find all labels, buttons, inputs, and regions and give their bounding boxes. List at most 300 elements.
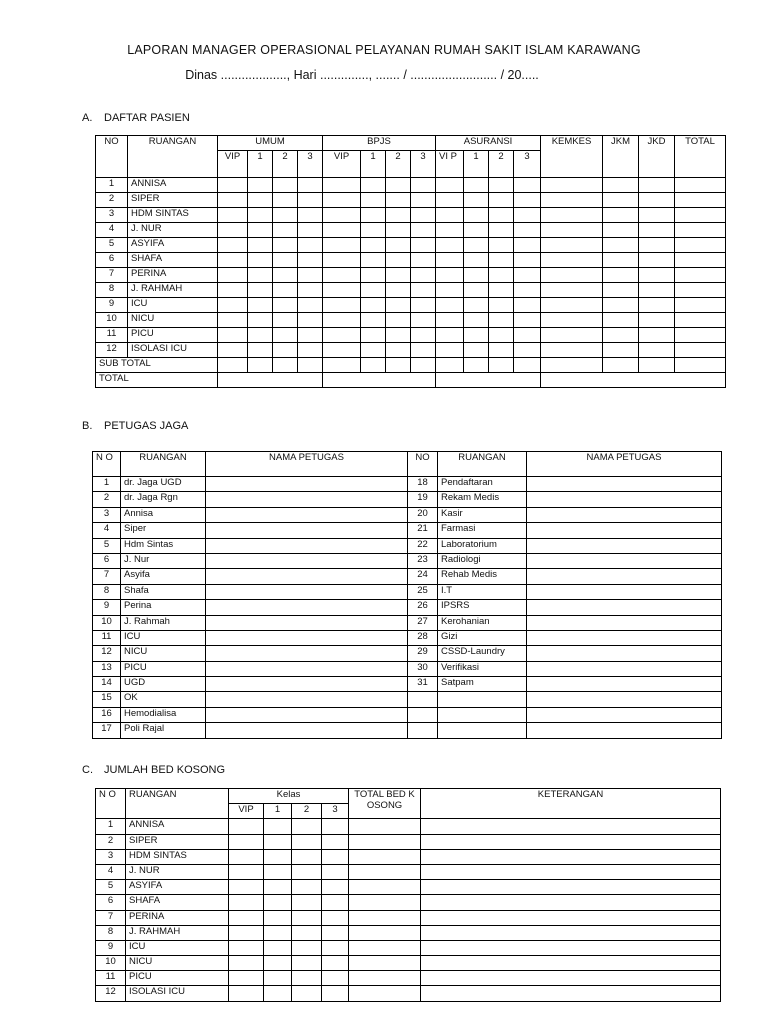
entry-cell[interactable] <box>386 328 411 343</box>
remarks-cell[interactable] <box>421 880 721 895</box>
entry-cell[interactable] <box>361 268 386 283</box>
entry-cell[interactable] <box>489 343 514 358</box>
entry-cell[interactable] <box>218 283 248 298</box>
entry-cell[interactable] <box>218 328 248 343</box>
entry-cell[interactable] <box>361 313 386 328</box>
entry-cell[interactable] <box>603 268 639 283</box>
bed-count-cell[interactable] <box>322 910 349 925</box>
staff-name-field[interactable] <box>206 646 408 661</box>
remarks-cell[interactable] <box>421 834 721 849</box>
entry-cell[interactable] <box>218 298 248 313</box>
bed-count-cell[interactable] <box>322 895 349 910</box>
entry-cell[interactable] <box>603 283 639 298</box>
entry-cell[interactable] <box>386 193 411 208</box>
entry-cell[interactable] <box>273 178 298 193</box>
bed-count-cell[interactable] <box>292 834 322 849</box>
entry-cell[interactable] <box>489 193 514 208</box>
entry-cell[interactable] <box>361 208 386 223</box>
entry-cell[interactable] <box>298 283 323 298</box>
bed-count-cell[interactable] <box>292 895 322 910</box>
bed-count-cell[interactable] <box>264 880 292 895</box>
entry-cell[interactable] <box>218 373 323 388</box>
remarks-cell[interactable] <box>421 864 721 879</box>
entry-cell[interactable] <box>218 223 248 238</box>
entry-cell[interactable] <box>541 268 603 283</box>
entry-cell[interactable] <box>541 178 603 193</box>
entry-cell[interactable] <box>603 223 639 238</box>
entry-cell[interactable] <box>436 178 464 193</box>
entry-cell[interactable] <box>489 208 514 223</box>
entry-cell[interactable] <box>298 178 323 193</box>
bed-count-cell[interactable] <box>292 864 322 879</box>
staff-name-field[interactable] <box>527 646 722 661</box>
staff-name-field[interactable] <box>206 677 408 692</box>
entry-cell[interactable] <box>273 223 298 238</box>
total-bed-cell[interactable] <box>349 819 421 834</box>
entry-cell[interactable] <box>489 358 514 373</box>
entry-cell[interactable] <box>411 358 436 373</box>
remarks-cell[interactable] <box>421 986 721 1001</box>
entry-cell[interactable] <box>411 268 436 283</box>
remarks-cell[interactable] <box>421 956 721 971</box>
entry-cell[interactable] <box>248 208 273 223</box>
entry-cell[interactable] <box>639 268 675 283</box>
entry-cell[interactable] <box>514 343 541 358</box>
entry-cell[interactable] <box>248 358 273 373</box>
bed-count-cell[interactable] <box>229 819 264 834</box>
bed-count-cell[interactable] <box>264 940 292 955</box>
entry-cell[interactable] <box>514 223 541 238</box>
entry-cell[interactable] <box>298 313 323 328</box>
bed-count-cell[interactable] <box>264 849 292 864</box>
entry-cell[interactable] <box>541 208 603 223</box>
entry-cell[interactable] <box>464 208 489 223</box>
remarks-cell[interactable] <box>421 925 721 940</box>
entry-cell[interactable] <box>514 208 541 223</box>
bed-count-cell[interactable] <box>322 925 349 940</box>
bed-count-cell[interactable] <box>322 971 349 986</box>
entry-cell[interactable] <box>464 343 489 358</box>
entry-cell[interactable] <box>273 328 298 343</box>
entry-cell[interactable] <box>464 238 489 253</box>
entry-cell[interactable] <box>436 328 464 343</box>
entry-cell[interactable] <box>603 238 639 253</box>
entry-cell[interactable] <box>675 343 726 358</box>
staff-name-field[interactable] <box>206 723 408 738</box>
total-bed-cell[interactable] <box>349 956 421 971</box>
entry-cell[interactable] <box>273 268 298 283</box>
bed-count-cell[interactable] <box>229 849 264 864</box>
bed-count-cell[interactable] <box>229 910 264 925</box>
entry-cell[interactable] <box>541 373 726 388</box>
staff-name-field[interactable] <box>527 553 722 568</box>
entry-cell[interactable] <box>489 328 514 343</box>
entry-cell[interactable] <box>386 178 411 193</box>
bed-count-cell[interactable] <box>229 895 264 910</box>
bed-count-cell[interactable] <box>292 925 322 940</box>
entry-cell[interactable] <box>298 238 323 253</box>
entry-cell[interactable] <box>323 268 361 283</box>
bed-count-cell[interactable] <box>322 956 349 971</box>
entry-cell[interactable] <box>603 358 639 373</box>
entry-cell[interactable] <box>675 208 726 223</box>
staff-name-field[interactable] <box>527 584 722 599</box>
entry-cell[interactable] <box>639 223 675 238</box>
entry-cell[interactable] <box>273 358 298 373</box>
entry-cell[interactable] <box>436 268 464 283</box>
bed-count-cell[interactable] <box>264 895 292 910</box>
entry-cell[interactable] <box>489 283 514 298</box>
entry-cell[interactable] <box>489 178 514 193</box>
entry-cell[interactable] <box>464 253 489 268</box>
bed-count-cell[interactable] <box>292 880 322 895</box>
entry-cell[interactable] <box>639 343 675 358</box>
entry-cell[interactable] <box>464 298 489 313</box>
remarks-cell[interactable] <box>421 940 721 955</box>
entry-cell[interactable] <box>323 358 361 373</box>
entry-cell[interactable] <box>675 238 726 253</box>
staff-name-field[interactable] <box>527 477 722 492</box>
entry-cell[interactable] <box>514 193 541 208</box>
entry-cell[interactable] <box>386 268 411 283</box>
entry-cell[interactable] <box>411 223 436 238</box>
entry-cell[interactable] <box>489 253 514 268</box>
entry-cell[interactable] <box>514 253 541 268</box>
entry-cell[interactable] <box>323 253 361 268</box>
entry-cell[interactable] <box>514 298 541 313</box>
entry-cell[interactable] <box>464 283 489 298</box>
entry-cell[interactable] <box>675 283 726 298</box>
staff-name-field[interactable] <box>206 600 408 615</box>
entry-cell[interactable] <box>541 313 603 328</box>
entry-cell[interactable] <box>464 178 489 193</box>
entry-cell[interactable] <box>639 358 675 373</box>
staff-name-field[interactable] <box>527 569 722 584</box>
staff-name-field[interactable] <box>527 707 722 722</box>
bed-count-cell[interactable] <box>229 880 264 895</box>
staff-name-field[interactable] <box>206 492 408 507</box>
remarks-cell[interactable] <box>421 819 721 834</box>
entry-cell[interactable] <box>489 268 514 283</box>
entry-cell[interactable] <box>248 313 273 328</box>
entry-cell[interactable] <box>323 193 361 208</box>
bed-count-cell[interactable] <box>292 986 322 1001</box>
entry-cell[interactable] <box>361 193 386 208</box>
total-bed-cell[interactable] <box>349 925 421 940</box>
bed-count-cell[interactable] <box>229 956 264 971</box>
entry-cell[interactable] <box>639 178 675 193</box>
entry-cell[interactable] <box>541 223 603 238</box>
entry-cell[interactable] <box>361 178 386 193</box>
entry-cell[interactable] <box>218 343 248 358</box>
entry-cell[interactable] <box>248 178 273 193</box>
entry-cell[interactable] <box>323 283 361 298</box>
entry-cell[interactable] <box>639 298 675 313</box>
entry-cell[interactable] <box>298 298 323 313</box>
staff-name-field[interactable] <box>206 661 408 676</box>
total-bed-cell[interactable] <box>349 880 421 895</box>
staff-name-field[interactable] <box>206 523 408 538</box>
entry-cell[interactable] <box>514 313 541 328</box>
entry-cell[interactable] <box>298 208 323 223</box>
entry-cell[interactable] <box>675 313 726 328</box>
entry-cell[interactable] <box>675 178 726 193</box>
staff-name-field[interactable] <box>527 692 722 707</box>
entry-cell[interactable] <box>386 223 411 238</box>
entry-cell[interactable] <box>411 238 436 253</box>
entry-cell[interactable] <box>298 343 323 358</box>
entry-cell[interactable] <box>273 313 298 328</box>
entry-cell[interactable] <box>361 358 386 373</box>
entry-cell[interactable] <box>639 313 675 328</box>
entry-cell[interactable] <box>386 283 411 298</box>
entry-cell[interactable] <box>218 313 248 328</box>
entry-cell[interactable] <box>273 343 298 358</box>
entry-cell[interactable] <box>323 223 361 238</box>
entry-cell[interactable] <box>489 223 514 238</box>
total-bed-cell[interactable] <box>349 971 421 986</box>
entry-cell[interactable] <box>361 253 386 268</box>
total-bed-cell[interactable] <box>349 834 421 849</box>
entry-cell[interactable] <box>541 328 603 343</box>
entry-cell[interactable] <box>675 223 726 238</box>
entry-cell[interactable] <box>248 268 273 283</box>
entry-cell[interactable] <box>248 193 273 208</box>
bed-count-cell[interactable] <box>229 986 264 1001</box>
remarks-cell[interactable] <box>421 910 721 925</box>
entry-cell[interactable] <box>386 253 411 268</box>
entry-cell[interactable] <box>639 283 675 298</box>
bed-count-cell[interactable] <box>292 971 322 986</box>
entry-cell[interactable] <box>248 298 273 313</box>
total-bed-cell[interactable] <box>349 986 421 1001</box>
entry-cell[interactable] <box>603 343 639 358</box>
bed-count-cell[interactable] <box>229 971 264 986</box>
entry-cell[interactable] <box>411 343 436 358</box>
entry-cell[interactable] <box>436 373 541 388</box>
entry-cell[interactable] <box>323 208 361 223</box>
entry-cell[interactable] <box>298 253 323 268</box>
remarks-cell[interactable] <box>421 849 721 864</box>
bed-count-cell[interactable] <box>322 864 349 879</box>
entry-cell[interactable] <box>273 208 298 223</box>
entry-cell[interactable] <box>675 328 726 343</box>
entry-cell[interactable] <box>514 328 541 343</box>
staff-name-field[interactable] <box>527 615 722 630</box>
staff-name-field[interactable] <box>527 538 722 553</box>
entry-cell[interactable] <box>464 268 489 283</box>
entry-cell[interactable] <box>436 193 464 208</box>
entry-cell[interactable] <box>273 238 298 253</box>
staff-name-field[interactable] <box>527 507 722 522</box>
entry-cell[interactable] <box>489 313 514 328</box>
entry-cell[interactable] <box>298 268 323 283</box>
entry-cell[interactable] <box>541 298 603 313</box>
entry-cell[interactable] <box>639 193 675 208</box>
entry-cell[interactable] <box>361 328 386 343</box>
entry-cell[interactable] <box>248 343 273 358</box>
total-bed-cell[interactable] <box>349 895 421 910</box>
bed-count-cell[interactable] <box>264 925 292 940</box>
entry-cell[interactable] <box>411 283 436 298</box>
entry-cell[interactable] <box>489 298 514 313</box>
entry-cell[interactable] <box>248 283 273 298</box>
entry-cell[interactable] <box>675 193 726 208</box>
entry-cell[interactable] <box>639 238 675 253</box>
bed-count-cell[interactable] <box>264 834 292 849</box>
entry-cell[interactable] <box>436 358 464 373</box>
entry-cell[interactable] <box>603 313 639 328</box>
entry-cell[interactable] <box>436 283 464 298</box>
staff-name-field[interactable] <box>527 723 722 738</box>
entry-cell[interactable] <box>541 238 603 253</box>
bed-count-cell[interactable] <box>264 971 292 986</box>
entry-cell[interactable] <box>218 268 248 283</box>
entry-cell[interactable] <box>436 253 464 268</box>
entry-cell[interactable] <box>675 298 726 313</box>
entry-cell[interactable] <box>386 343 411 358</box>
entry-cell[interactable] <box>514 358 541 373</box>
entry-cell[interactable] <box>273 193 298 208</box>
entry-cell[interactable] <box>603 253 639 268</box>
entry-cell[interactable] <box>386 313 411 328</box>
entry-cell[interactable] <box>675 268 726 283</box>
entry-cell[interactable] <box>436 343 464 358</box>
entry-cell[interactable] <box>218 208 248 223</box>
staff-name-field[interactable] <box>206 538 408 553</box>
entry-cell[interactable] <box>541 358 603 373</box>
entry-cell[interactable] <box>411 208 436 223</box>
entry-cell[interactable] <box>298 328 323 343</box>
entry-cell[interactable] <box>639 208 675 223</box>
bed-count-cell[interactable] <box>264 819 292 834</box>
entry-cell[interactable] <box>464 193 489 208</box>
entry-cell[interactable] <box>603 298 639 313</box>
bed-count-cell[interactable] <box>264 956 292 971</box>
entry-cell[interactable] <box>411 193 436 208</box>
staff-name-field[interactable] <box>206 507 408 522</box>
bed-count-cell[interactable] <box>264 986 292 1001</box>
entry-cell[interactable] <box>273 283 298 298</box>
remarks-cell[interactable] <box>421 895 721 910</box>
entry-cell[interactable] <box>603 193 639 208</box>
entry-cell[interactable] <box>514 238 541 253</box>
entry-cell[interactable] <box>411 328 436 343</box>
entry-cell[interactable] <box>464 223 489 238</box>
entry-cell[interactable] <box>411 298 436 313</box>
entry-cell[interactable] <box>639 253 675 268</box>
entry-cell[interactable] <box>541 253 603 268</box>
entry-cell[interactable] <box>541 193 603 208</box>
staff-name-field[interactable] <box>206 569 408 584</box>
entry-cell[interactable] <box>323 178 361 193</box>
entry-cell[interactable] <box>436 313 464 328</box>
entry-cell[interactable] <box>248 253 273 268</box>
entry-cell[interactable] <box>436 298 464 313</box>
staff-name-field[interactable] <box>206 553 408 568</box>
entry-cell[interactable] <box>361 343 386 358</box>
bed-count-cell[interactable] <box>292 910 322 925</box>
staff-name-field[interactable] <box>527 661 722 676</box>
entry-cell[interactable] <box>639 328 675 343</box>
entry-cell[interactable] <box>514 268 541 283</box>
bed-count-cell[interactable] <box>229 925 264 940</box>
entry-cell[interactable] <box>323 313 361 328</box>
staff-name-field[interactable] <box>206 477 408 492</box>
entry-cell[interactable] <box>603 178 639 193</box>
entry-cell[interactable] <box>248 223 273 238</box>
entry-cell[interactable] <box>675 358 726 373</box>
entry-cell[interactable] <box>218 253 248 268</box>
bed-count-cell[interactable] <box>264 910 292 925</box>
bed-count-cell[interactable] <box>292 940 322 955</box>
staff-name-field[interactable] <box>527 600 722 615</box>
entry-cell[interactable] <box>298 223 323 238</box>
bed-count-cell[interactable] <box>292 956 322 971</box>
bed-count-cell[interactable] <box>292 849 322 864</box>
entry-cell[interactable] <box>273 253 298 268</box>
staff-name-field[interactable] <box>527 677 722 692</box>
bed-count-cell[interactable] <box>322 986 349 1001</box>
entry-cell[interactable] <box>218 238 248 253</box>
entry-cell[interactable] <box>411 313 436 328</box>
entry-cell[interactable] <box>386 358 411 373</box>
entry-cell[interactable] <box>603 328 639 343</box>
bed-count-cell[interactable] <box>229 834 264 849</box>
entry-cell[interactable] <box>489 238 514 253</box>
entry-cell[interactable] <box>361 298 386 313</box>
entry-cell[interactable] <box>323 328 361 343</box>
staff-name-field[interactable] <box>206 692 408 707</box>
entry-cell[interactable] <box>218 178 248 193</box>
entry-cell[interactable] <box>323 238 361 253</box>
entry-cell[interactable] <box>541 283 603 298</box>
entry-cell[interactable] <box>514 178 541 193</box>
bed-count-cell[interactable] <box>322 940 349 955</box>
entry-cell[interactable] <box>436 238 464 253</box>
entry-cell[interactable] <box>675 253 726 268</box>
staff-name-field[interactable] <box>206 615 408 630</box>
entry-cell[interactable] <box>361 283 386 298</box>
entry-cell[interactable] <box>464 358 489 373</box>
staff-name-field[interactable] <box>206 707 408 722</box>
entry-cell[interactable] <box>248 328 273 343</box>
bed-count-cell[interactable] <box>322 880 349 895</box>
entry-cell[interactable] <box>514 283 541 298</box>
staff-name-field[interactable] <box>527 630 722 645</box>
entry-cell[interactable] <box>323 373 436 388</box>
bed-count-cell[interactable] <box>229 940 264 955</box>
entry-cell[interactable] <box>361 238 386 253</box>
entry-cell[interactable] <box>323 298 361 313</box>
staff-name-field[interactable] <box>527 492 722 507</box>
remarks-cell[interactable] <box>421 971 721 986</box>
total-bed-cell[interactable] <box>349 849 421 864</box>
entry-cell[interactable] <box>464 328 489 343</box>
entry-cell[interactable] <box>386 298 411 313</box>
entry-cell[interactable] <box>541 343 603 358</box>
entry-cell[interactable] <box>218 358 248 373</box>
entry-cell[interactable] <box>411 253 436 268</box>
entry-cell[interactable] <box>361 223 386 238</box>
staff-name-field[interactable] <box>206 630 408 645</box>
entry-cell[interactable] <box>464 313 489 328</box>
entry-cell[interactable] <box>411 178 436 193</box>
entry-cell[interactable] <box>218 193 248 208</box>
total-bed-cell[interactable] <box>349 910 421 925</box>
entry-cell[interactable] <box>323 343 361 358</box>
bed-count-cell[interactable] <box>264 864 292 879</box>
